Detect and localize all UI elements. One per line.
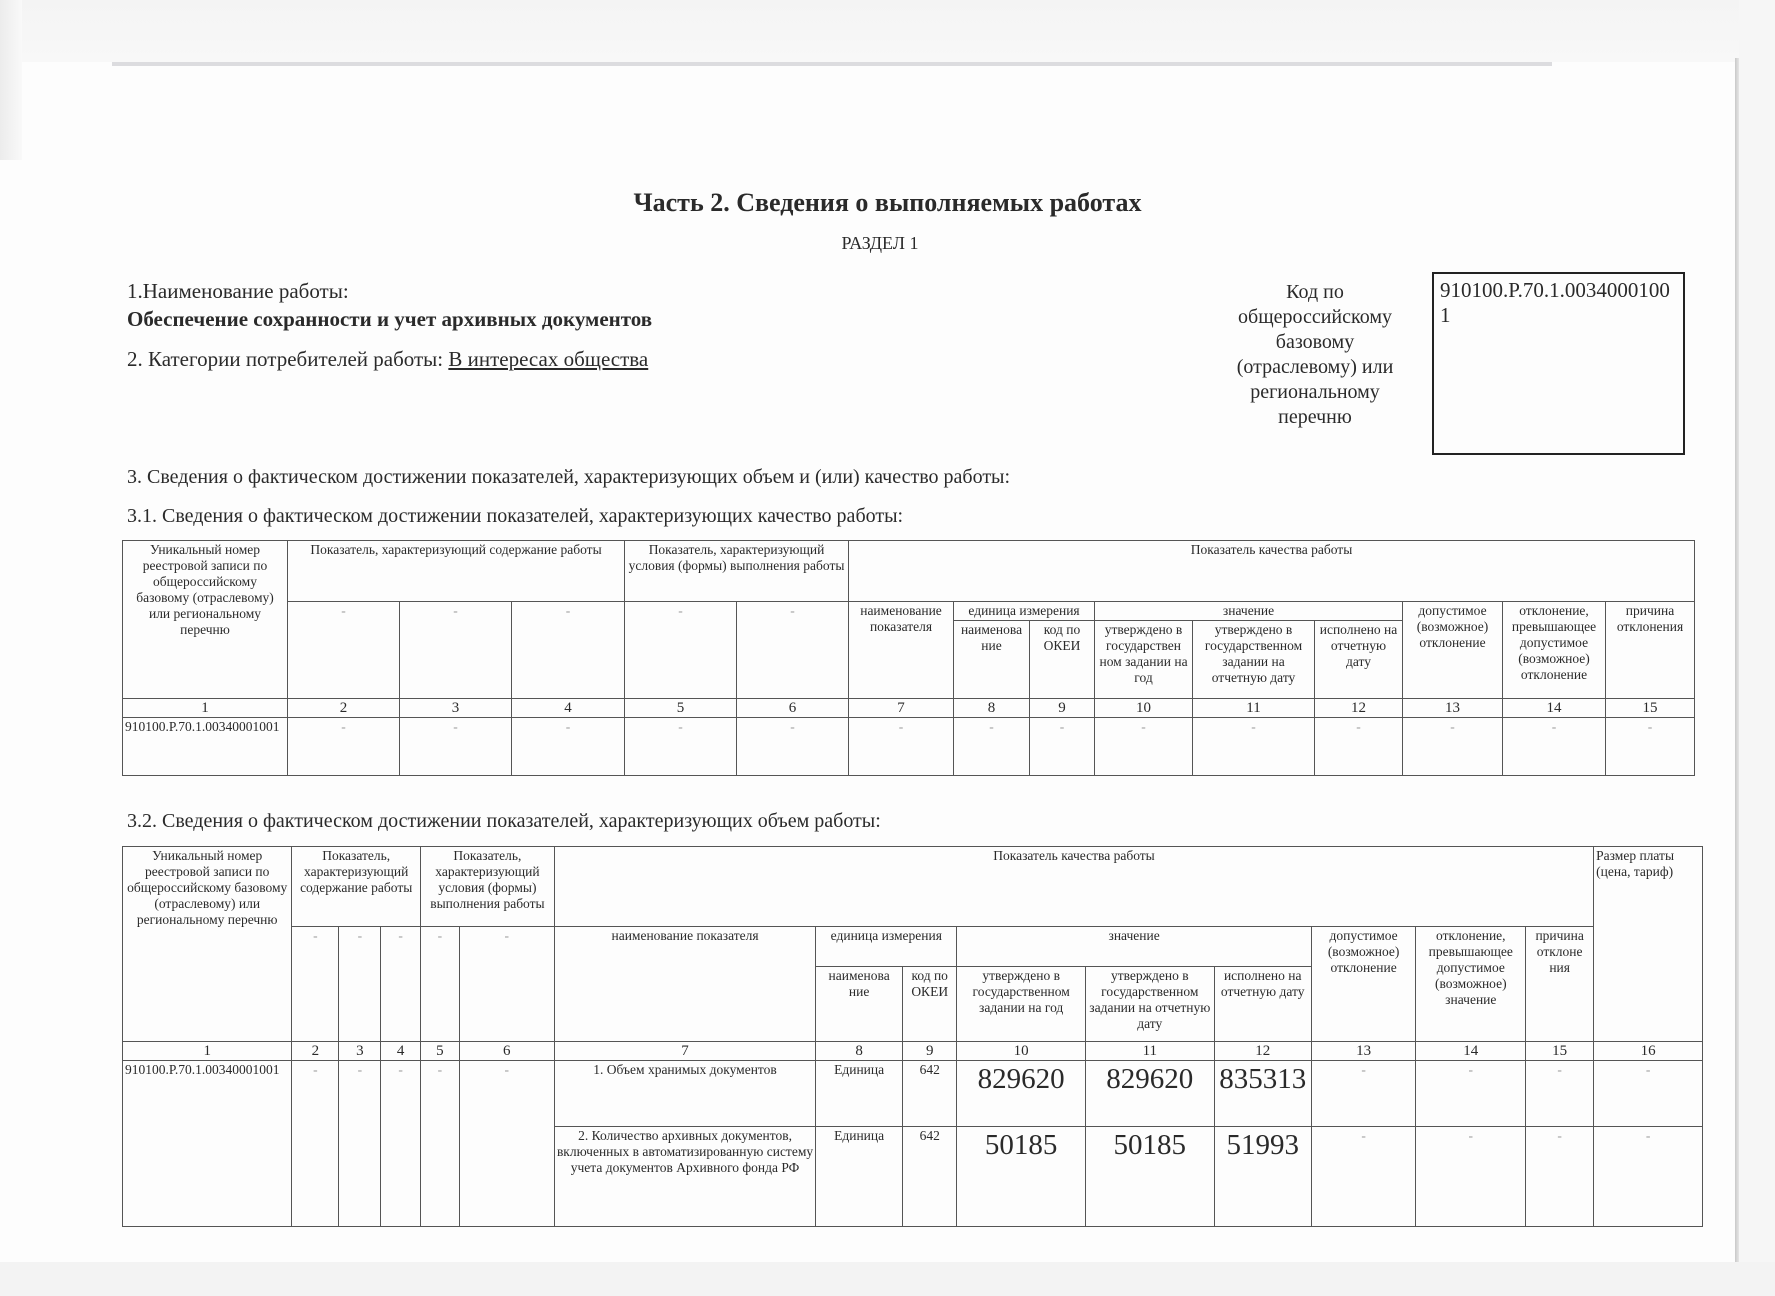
header-deviation-reason: причина отклоне ния [1526,927,1594,1042]
approved-year-value: 50185 [957,1127,1086,1227]
column-number: 4 [512,699,625,718]
column-number: 14 [1416,1042,1526,1061]
sub-dash: - [400,602,512,699]
consumers-label: 2. Категории потребителей работы: [127,347,449,371]
header-deviation-reason: причина отклонения [1606,602,1695,699]
header-quality-indicator: Показатель качества работы [849,541,1695,602]
scan-shadow-left [0,0,22,160]
table-row [123,1061,1703,1127]
header-fee: Размер платы (цена, тариф) [1594,847,1703,1042]
quality-table [122,540,1695,776]
column-number: 6 [459,1042,554,1061]
sub-dash: - [459,927,554,1042]
exceeding-deviation-value: - [1416,1061,1526,1127]
header-unit-name: наименова ние [954,621,1030,699]
consumers-value: В интересах общества [448,347,649,371]
approved-date-value: 50185 [1085,1127,1214,1227]
code-box: 910100.P.70.1.00340001001 [1432,272,1685,455]
header-approved-year: утверждено в государственном задании на год [957,967,1086,1042]
sub-dash: - [737,602,849,699]
code-label: Код по общероссийскому базовому (отраслевому) или региональному перечню [1236,281,1394,428]
sub-dash: - [292,927,339,1042]
header-value: значение [1095,602,1403,621]
approved-date-value: 829620 [1085,1061,1214,1127]
section-label: РАЗДЕЛ 1 [841,233,919,253]
cell-value: - [1030,718,1095,776]
okei-code: 642 [903,1127,957,1227]
header-unit: единица измерения [954,602,1095,621]
column-number: 3 [339,1042,381,1061]
column-number: 8 [954,699,1030,718]
cell-value: - [339,1061,381,1227]
cell-value: - [737,718,849,776]
header-allowed-deviation: допустимое (возможное) отклонение [1403,602,1503,699]
header-approved-date: утверждено в государственном задании на отчетную дату [1085,967,1214,1042]
approved-year-value: 829620 [957,1061,1086,1127]
allowed-deviation-value: - [1311,1127,1416,1227]
header-unique-number: Уникальный номер реестровой записи по общероссийскому базовому (отраслевому) или региональному перечню [123,541,288,699]
header-quality-indicator: Показатель качества работы [554,847,1593,927]
column-number: 7 [554,1042,815,1061]
column-number-row [123,1042,1703,1061]
column-number: 11 [1193,699,1315,718]
column-number: 6 [737,699,849,718]
header-conditions-indicator: Показатель, характеризующий условия (формы) выполнения работы [625,541,849,602]
column-number: 10 [957,1042,1086,1061]
header-conditions-indicator: Показатель, характеризующий условия (формы) выполнения работы [421,847,555,927]
scan-page-edge-right [1735,58,1739,1296]
page-title: Часть 2. Сведения о выполняемых работах [633,188,1142,217]
okei-code: 642 [903,1061,957,1127]
done-value: 51993 [1214,1127,1311,1227]
column-number: 5 [625,699,737,718]
column-number: 2 [288,699,400,718]
fee-value: - [1594,1061,1703,1127]
header-approved-date: утверждено в государственном задании на отчетную дату [1193,621,1315,699]
section-3-2-heading: 3.2. Сведения о фактическом достижении показателей, характеризующих объем работы: [127,810,881,832]
column-number: 10 [1095,699,1193,718]
header-done: исполнено на отчетную дату [1214,967,1311,1042]
header-exceeding-deviation: отклонение, превышающее допустимое (возможное) значение [1416,927,1526,1042]
header-indicator-name: наименование показателя [849,602,954,699]
unit-name: Единица [816,1127,903,1227]
deviation-reason-value: - [1526,1061,1594,1127]
column-number: 16 [1594,1042,1703,1061]
cell-value: - [954,718,1030,776]
fee-value: - [1594,1127,1703,1227]
header-okei: код по ОКЕИ [903,967,957,1042]
header-unit-name: наименова ние [816,967,903,1042]
header-unique-number: Уникальный номер реестровой записи по общероссийскому базовому (отраслевому) или региональному перечню [123,847,292,1042]
cell-value: - [1606,718,1695,776]
section-3-heading: 3. Сведения о фактическом достижении показателей, характеризующих объем и (или) качество работы: [127,466,1011,488]
header-exceeding-deviation: отклонение, превышающее допустимое (возможное) отклонение [1503,602,1606,699]
cell-value: - [381,1061,421,1227]
sub-dash: - [625,602,737,699]
scan-shadow-bottom [0,1262,1775,1296]
column-number: 9 [903,1042,957,1061]
column-number: 2 [292,1042,339,1061]
cell-value: - [292,1061,339,1227]
column-number: 7 [849,699,954,718]
scan-shadow-top [0,0,1775,62]
column-number: 8 [816,1042,903,1061]
cell-value: - [1315,718,1403,776]
deviation-reason-value: - [1526,1127,1594,1227]
column-number: 3 [400,699,512,718]
cell-value: - [1403,718,1503,776]
column-number: 12 [1315,699,1403,718]
registry-id: 910100.P.70.1.00340001001 [123,718,288,776]
header-done: исполнено на отчетную дату [1315,621,1403,699]
work-name-label: 1.Наименование работы: [127,279,349,303]
cell-value: - [1095,718,1193,776]
work-name-value: Обеспечение сохранности и учет архивных документов [127,307,653,331]
cell-value: - [849,718,954,776]
cell-value: - [1503,718,1606,776]
sub-dash: - [339,927,381,1042]
column-number: 11 [1085,1042,1214,1061]
cell-value: - [421,1061,460,1227]
indicator-name: 2. Количество архивных документов, включенных в автоматизированную систему учета документов Архивного фонда РФ [554,1127,815,1227]
exceeding-deviation-value: - [1416,1127,1526,1227]
scan-page-edge [112,62,1552,66]
cell-value: - [1193,718,1315,776]
unit-name: Единица [816,1061,903,1127]
cell-value: - [288,718,400,776]
sub-dash: - [288,602,400,699]
column-number: 4 [381,1042,421,1061]
consumers-line [127,347,648,372]
column-number: 9 [1030,699,1095,718]
header-value: значение [957,927,1311,967]
column-number: 1 [123,1042,292,1061]
volume-table [122,846,1703,1227]
header-approved-year: утверждено в государствен ном задании на год [1095,621,1193,699]
column-number-row [123,699,1695,718]
column-number: 15 [1526,1042,1594,1061]
table-row [123,718,1695,776]
cell-value: - [625,718,737,776]
header-allowed-deviation: допустимое (возможное) отклонение [1311,927,1416,1042]
cell-value: - [459,1061,554,1227]
column-number: 15 [1606,699,1695,718]
header-okei: код по ОКЕИ [1030,621,1095,699]
registry-id: 910100.P.70.1.00340001001 [123,1061,292,1227]
cell-value: - [512,718,625,776]
header-indicator-name: наименование показателя [554,927,815,1042]
column-number: 1 [123,699,288,718]
header-unit: единица измерения [816,927,957,967]
column-number: 13 [1311,1042,1416,1061]
column-number: 14 [1503,699,1606,718]
column-number: 13 [1403,699,1503,718]
sub-dash: - [421,927,460,1042]
column-number: 5 [421,1042,460,1061]
section-3-1-heading: 3.1. Сведения о фактическом достижении показателей, характеризующих качество работы: [127,505,904,527]
done-value: 835313 [1214,1061,1311,1127]
header-content-indicator: Показатель, характеризующий содержание работы [292,847,421,927]
sub-dash: - [512,602,625,699]
allowed-deviation-value: - [1311,1061,1416,1127]
indicator-name: 1. Объем хранимых документов [554,1061,815,1127]
sub-dash: - [381,927,421,1042]
header-content-indicator: Показатель, характеризующий содержание работы [288,541,625,602]
cell-value: - [400,718,512,776]
column-number: 12 [1214,1042,1311,1061]
